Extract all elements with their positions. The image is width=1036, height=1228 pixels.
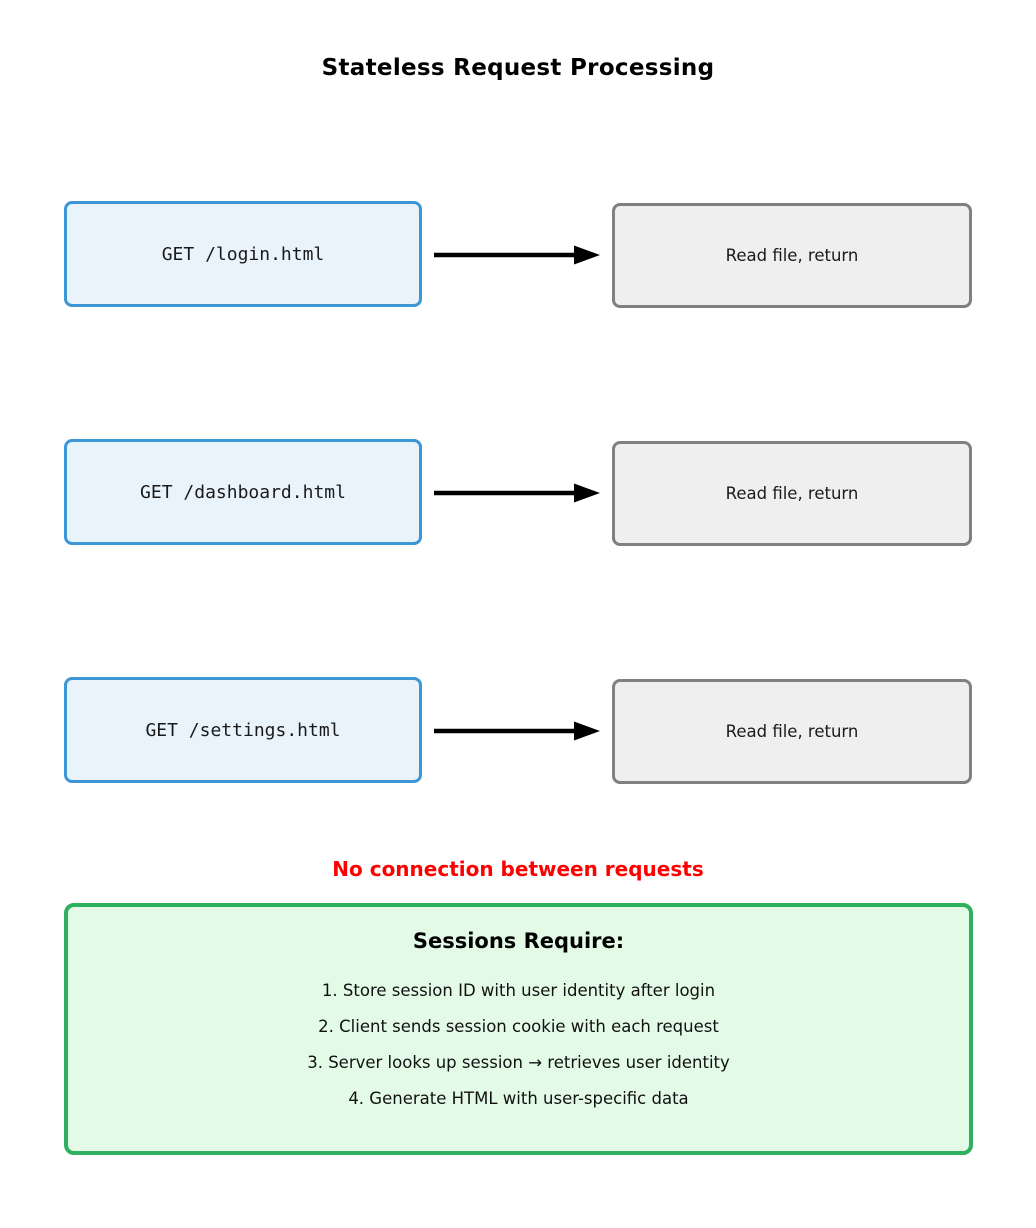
response-box xyxy=(612,203,972,308)
request-box xyxy=(64,439,422,545)
request-box xyxy=(64,201,422,307)
response-box xyxy=(612,441,972,546)
sessions-title: Sessions Require: xyxy=(412,929,625,953)
session-requirement-item: 1. Store session ID with user identity after login xyxy=(321,981,716,1000)
arrow-right-icon xyxy=(430,719,602,743)
arrow-right-icon xyxy=(430,243,602,267)
request-label: GET /dashboard.html xyxy=(140,481,346,503)
request-label: GET /settings.html xyxy=(145,719,341,741)
request-label: GET /login.html xyxy=(161,243,325,265)
flow-row xyxy=(0,677,1036,787)
sessions-box xyxy=(64,903,973,1155)
response-label: Read file, return xyxy=(725,722,859,741)
warning-text: No connection between requests xyxy=(332,857,704,881)
response-label: Read file, return xyxy=(725,484,859,503)
sessions-list xyxy=(68,973,969,1117)
flow-row xyxy=(0,439,1036,549)
arrow-right-icon xyxy=(430,481,602,505)
page-title: Stateless Request Processing xyxy=(321,55,715,81)
response-box xyxy=(612,679,972,784)
flow-row xyxy=(0,201,1036,311)
response-label: Read file, return xyxy=(725,246,859,265)
request-box xyxy=(64,677,422,783)
session-requirement-item: 4. Generate HTML with user-specific data xyxy=(348,1089,689,1108)
session-requirement-item: 2. Client sends session cookie with each request xyxy=(318,1017,719,1036)
session-requirement-item: 3. Server looks up session → retrieves user identity xyxy=(307,1053,730,1072)
